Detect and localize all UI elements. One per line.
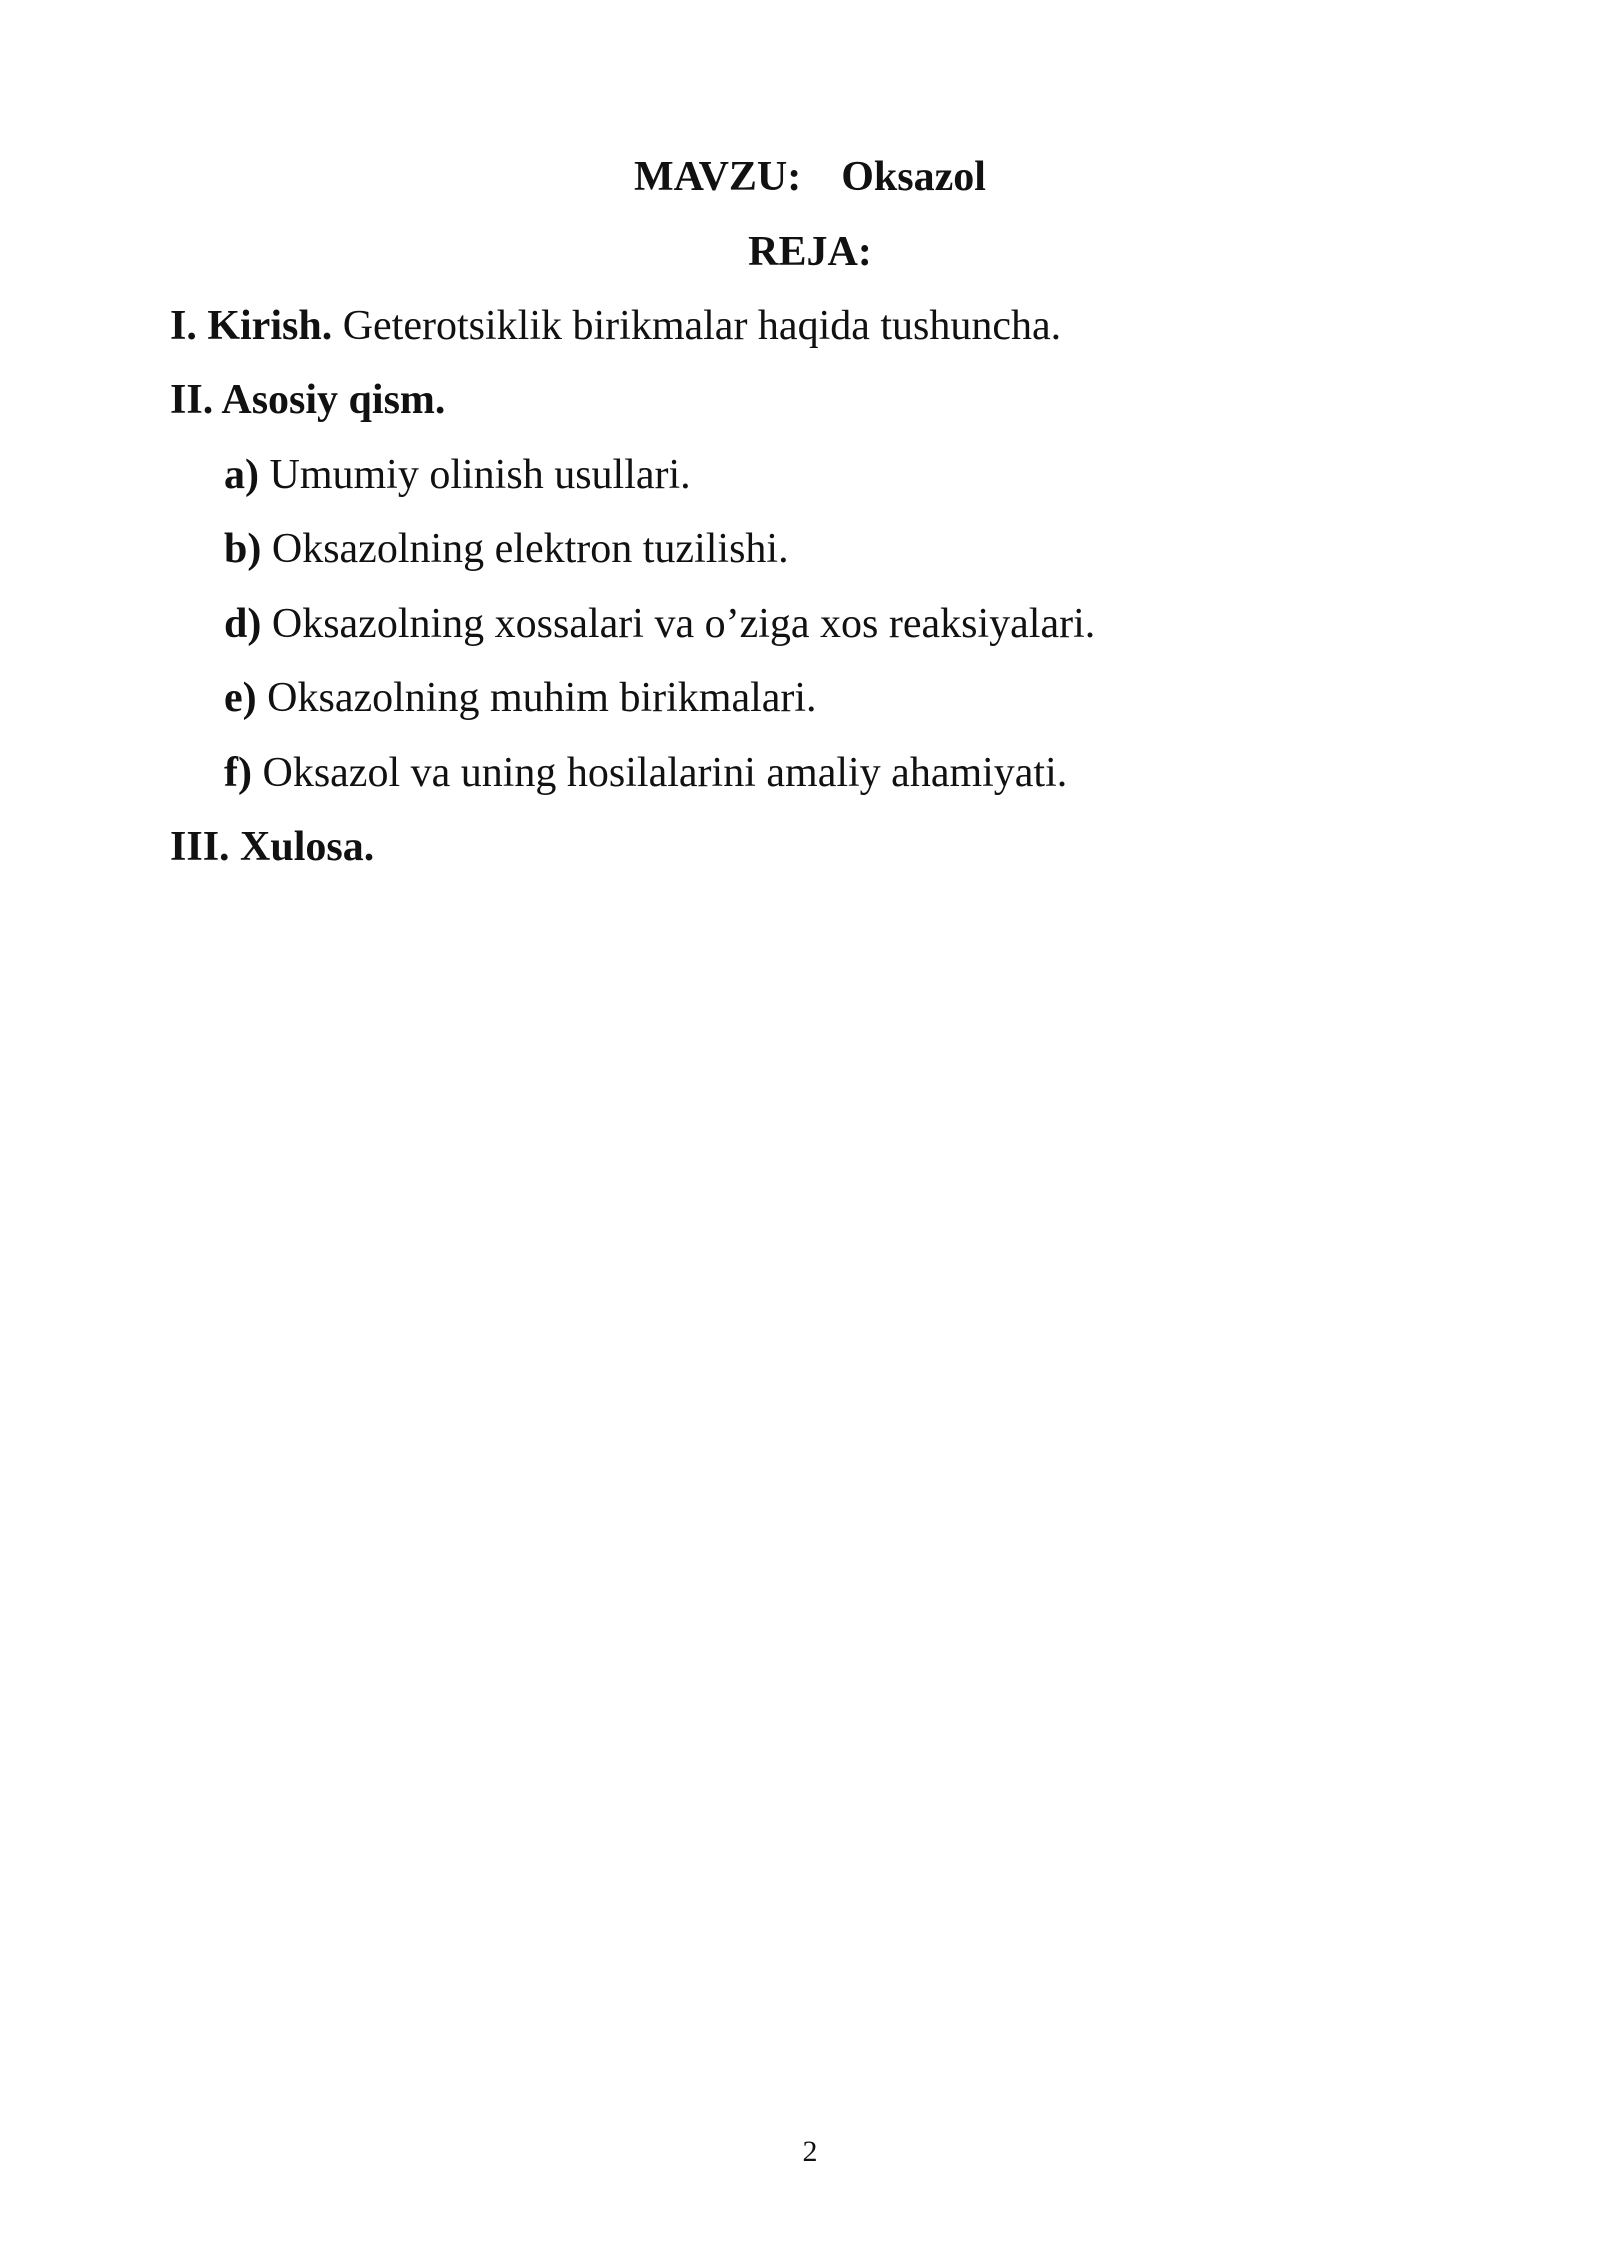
plan-subitem-marker: d) — [224, 601, 262, 647]
plan-subitem-text: Oksazol va uning hosilalarini amaliy ahamiyati. — [251, 750, 1068, 796]
plan-subitem-e — [224, 673, 817, 723]
page-number: 2 — [802, 2135, 818, 2168]
plan-heading: REJA: — [748, 229, 872, 275]
plan-subitem-b — [224, 524, 789, 574]
plan-item-marker: I. Kirish. — [170, 303, 333, 349]
plan-subitem-marker: e) — [224, 675, 257, 721]
plan-item-intro — [170, 301, 1061, 351]
plan-item-main: II. Asosiy qism. — [170, 377, 446, 423]
topic-title — [0, 152, 1600, 202]
plan-subitem-marker: b) — [224, 526, 262, 572]
plan-subitem-text: Oksazolning elektron tuzilishi. — [261, 526, 789, 572]
topic-value: Oksazol — [841, 154, 986, 200]
plan-subitem-text: Umumiy olinish usullari. — [259, 452, 691, 498]
plan-subitem-marker: f) — [224, 750, 252, 796]
plan-subitem-f — [224, 748, 1067, 798]
topic-label: MAVZU: — [634, 154, 802, 200]
plan-item-conclusion: III. Xulosa. — [170, 824, 375, 870]
plan-subitem-d — [224, 599, 1095, 649]
plan-subitem-text: Oksazolning xossalari va o’ziga xos reaksiyalari. — [261, 601, 1096, 647]
plan-subitem-marker: a) — [224, 452, 259, 498]
plan-item-text: Geterotsiklik birikmalar haqida tushuncha. — [332, 303, 1062, 349]
plan-subitem-text: Oksazolning muhim birikmalari. — [256, 675, 817, 721]
plan-subitem-a — [224, 450, 691, 500]
